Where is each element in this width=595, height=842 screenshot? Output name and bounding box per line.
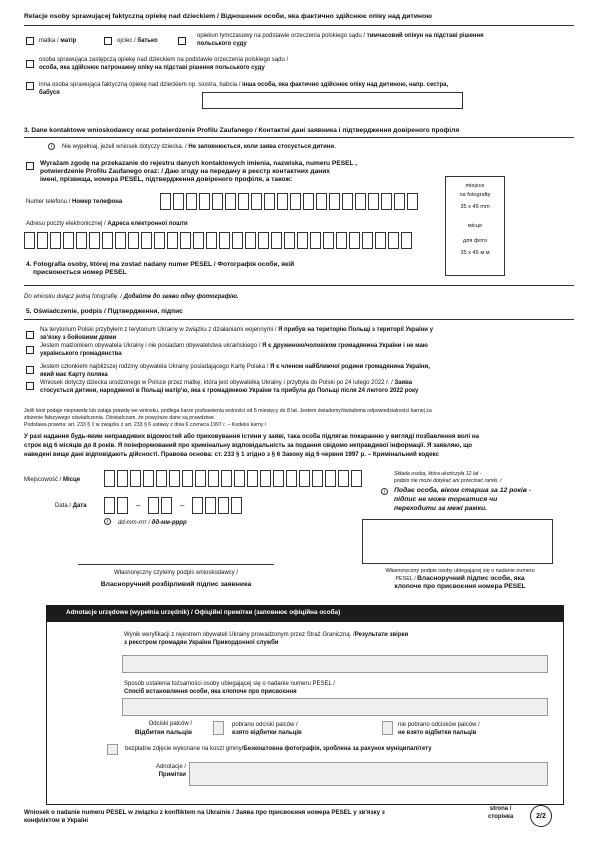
free-photo-uk: Безкоштовна фотографія, зроблена за рахунок муніципалітету: [243, 746, 432, 752]
phone-label-pl: Numer telefonu /: [26, 199, 71, 205]
statement-3-uk: Я є членом найближчої родини громадянина України,: [270, 364, 430, 370]
signature-note: [394, 471, 564, 484]
father-label-uk: батько: [137, 38, 158, 44]
email-char-cell[interactable]: [193, 232, 204, 249]
person-sig-uk-1: Власноручний підпис особи, яка: [417, 574, 525, 582]
fingerprints-taken-checkbox[interactable]: [213, 721, 224, 735]
sig-note-uk-3: переходити за межі рамки.: [394, 504, 488, 512]
footer-title-uk-1: Заява про присвоєння номера PESEL у зв'язку з: [235, 809, 385, 816]
legal-pl-line-2: złożenie fałszywego oświadczenia. Oświadczam, że powyższe dane są prawdziwe.: [24, 415, 216, 422]
divider: [24, 137, 574, 138]
place-char-cell[interactable]: [195, 470, 206, 487]
photo-pl-line-2: na fotografię: [459, 191, 491, 198]
foster-label-uk: особа, яка здійснює патронажну опіку на підставі рішення польського суду: [39, 64, 265, 71]
phone-digit-cell[interactable]: [238, 193, 249, 210]
statement-2-text: [40, 343, 560, 358]
identity-pl: Sposób ustalenia tożsamości osoby ubiegającej się o nadanie numeru PESEL /: [124, 681, 335, 687]
statement-1-uk: Я прибув на територію Польщі з території України у: [278, 327, 433, 333]
statement-3-pl: Jestem członkiem najbliższej rodziny obywatela Ukrainy posiadającego Kartę Polaka /: [40, 364, 269, 370]
place-cells[interactable]: [104, 470, 364, 487]
statement-4-checkbox[interactable]: [26, 382, 34, 390]
annotations-field[interactable]: [189, 762, 548, 786]
date-day-cells[interactable]: [104, 497, 130, 514]
consent-checkbox[interactable]: [26, 162, 34, 170]
place-label: [24, 477, 80, 485]
footer-title-uk-2: конфліктом в Україні: [24, 816, 89, 824]
place-char-cell[interactable]: [221, 470, 232, 487]
annotations-label: [124, 764, 186, 779]
email-char-cell[interactable]: [63, 232, 74, 249]
phone-digit-cell[interactable]: [251, 193, 262, 210]
divider: [24, 25, 574, 26]
verification-uk-1: Результати звірки: [354, 632, 409, 638]
page-number: 2/2: [530, 805, 552, 827]
statement-1-text: [40, 327, 560, 342]
section-3-info-pl: Nie wypełniaj, jeżeli wniosek dotyczy dziecka. /: [62, 144, 187, 150]
photo-uk-line-3: 35 x 45 м м: [460, 250, 490, 257]
email-char-cell[interactable]: [167, 232, 178, 249]
phone-digit-cell[interactable]: [355, 193, 366, 210]
verification-label: [124, 632, 554, 647]
place-char-cell[interactable]: [247, 470, 258, 487]
free-photo-checkbox[interactable]: [107, 744, 118, 755]
email-char-cell[interactable]: [232, 232, 243, 249]
place-char-cell[interactable]: [351, 470, 362, 487]
phone-label-uk: Номер телефона: [72, 199, 123, 205]
section-5-title: 5. Oświadczenie, podpis / Підтвердження, підпис: [26, 308, 183, 315]
verification-uk-2: з реєстром громадян України Прикордонної служби: [124, 639, 279, 646]
statement-3-uk-cont: який має Карту поляка: [40, 371, 108, 378]
email-label-pl: Adresu poczty elektronicznej /: [26, 221, 106, 227]
phone-digit-cell[interactable]: [225, 193, 236, 210]
foster-label-pl: osoba sprawująca zastępczą opiekę nad dzieckiem na podstawie orzeczenia polskiego sądu /: [39, 57, 289, 63]
fingerprints-taken-label: [232, 722, 302, 737]
guardian-label: [197, 33, 497, 48]
applicant-signature-label: [78, 570, 274, 589]
mother-label: [39, 38, 76, 46]
statement-4-text: [40, 380, 570, 395]
consent-line-2: potwierdzenie Profilu Zaufanego oraz: / Даю згоду на передачу в реєстр контактних даних: [40, 168, 330, 176]
legal-uk-line-3: наведені вище дані відповідають дійсності. Правова основа: ст. 233 § 1 згідно з § 6 Закону від 6 червня 1997 р. – Кримінальний кодекс: [24, 450, 440, 458]
other-carer-label-uk: інша особа, яка фактично здійснює опіку над дитиною, напр. сестра,: [242, 82, 449, 88]
email-cells[interactable]: [24, 232, 414, 249]
phone-digit-cell[interactable]: [394, 193, 405, 210]
place-char-cell[interactable]: [182, 470, 193, 487]
divider: [24, 285, 574, 286]
place-char-cell[interactable]: [130, 470, 141, 487]
section-3-info: [62, 144, 336, 152]
phone-digit-cell[interactable]: [277, 193, 288, 210]
foster-label: [39, 57, 288, 72]
email-char-cell[interactable]: [349, 232, 360, 249]
fingerprints-not-taken-checkbox[interactable]: [382, 721, 393, 735]
fingerprints-not-taken-label: [398, 722, 480, 737]
place-label-uk: Місце: [63, 477, 81, 483]
place-char-cell[interactable]: [273, 470, 284, 487]
sig-note-pl-1: Składa osoba, która ukończyła 12 lat -: [394, 471, 482, 477]
place-char-cell[interactable]: [338, 470, 349, 487]
place-char-cell[interactable]: [156, 470, 167, 487]
phone-digit-cell[interactable]: [368, 193, 379, 210]
section-4-title: [26, 261, 294, 277]
email-label-uk: Адреса електронної пошти: [107, 221, 188, 227]
photo-pl-line-1: miejsce: [465, 183, 485, 189]
email-char-cell[interactable]: [115, 232, 126, 249]
date-label-uk: Дата: [72, 503, 87, 509]
statement-3-text: [40, 364, 560, 379]
place-char-cell[interactable]: [260, 470, 271, 487]
place-char-cell[interactable]: [143, 470, 154, 487]
page-label-uk: сторінка: [488, 813, 514, 820]
consent-text: [40, 160, 440, 185]
consent-line-3: імені, прізвища, номера PESEL, підтвердження довіреного профіля, а також:: [40, 176, 293, 184]
mother-label-pl: matka /: [39, 38, 59, 44]
section-4-title-pl: 4. Fotografia osoby, której ma zostać nadany numer PESEL / Фотографія особи, якій: [26, 261, 295, 268]
email-char-cell[interactable]: [362, 232, 373, 249]
phone-digit-cell[interactable]: [316, 193, 327, 210]
consent-line-1: Wyrażam zgodę na przekazanie do rejestru danych kontaktowych imienia, nazwiska, numeru PESEL ,: [40, 160, 358, 167]
info-icon: i: [48, 143, 55, 150]
statement-4-pl: Wniosek dotyczy dziecka urodzonego w Polsce przez matkę, która jest obywatelką Ukrainy i przybyła do Polski po 24 lutego 2022 r. /: [40, 380, 393, 386]
other-carer-input[interactable]: [202, 92, 463, 109]
info-icon: i: [104, 518, 111, 525]
free-photo-label: [125, 746, 432, 754]
section-3-title: 3. Dane kontaktowe wnioskodawcy oraz potwierdzenie Profilu Zaufanego / Контактні дані заявника і підтвердження довіреного профіля: [24, 127, 460, 134]
phone-digit-cell[interactable]: [290, 193, 301, 210]
annotations-pl: Adnotacje /: [155, 764, 186, 770]
email-char-cell[interactable]: [284, 232, 295, 249]
legal-pl-line-1: Jeśli ktoś podaje nieprawdę lub zataja prawdę we wniosku, podlega karze pozbawienia wolności od 6 miesięcy do 8 lat. Jestem świadomy/świadoma odpowiedzialności karnej za: [24, 408, 432, 414]
statement-2-uk: Я є дружиною/чоловіком громадянина України і не маю: [262, 343, 428, 349]
signature-note-uk: [394, 487, 564, 513]
statement-2-uk-cont: українського громадянства: [40, 350, 122, 357]
fingerprints-pl: Odciski palców /: [148, 721, 192, 727]
person-sig-pl-2: PESEL /: [395, 575, 416, 582]
sig-note-uk-2: підпис не може торкатися чи: [394, 495, 498, 503]
place-char-cell[interactable]: [312, 470, 323, 487]
footer-title-pl: Wniosek o nadanie numeru PESEL w związku z konfliktem na Ukrainie /: [24, 809, 234, 816]
phone-digit-cell[interactable]: [186, 193, 197, 210]
phone-digit-cell[interactable]: [303, 193, 314, 210]
phone-digit-cell[interactable]: [160, 193, 171, 210]
legal-notice-uk: [24, 433, 574, 460]
email-char-cell[interactable]: [219, 232, 230, 249]
section-4-title-uk: присвоюється номер PESEL: [33, 269, 127, 277]
date-format-hint: [118, 520, 187, 528]
photo-uk-line-1: місце: [467, 222, 483, 229]
statement-4-uk-start: Заява: [394, 380, 413, 386]
email-char-cell[interactable]: [206, 232, 217, 249]
email-char-cell[interactable]: [323, 232, 334, 249]
email-char-cell[interactable]: [154, 232, 165, 249]
place-char-cell[interactable]: [104, 470, 115, 487]
place-char-cell[interactable]: [169, 470, 180, 487]
statement-1-uk-cont: зв'язку з бойовими діями: [40, 334, 117, 341]
statement-1-checkbox[interactable]: [26, 331, 34, 339]
email-char-cell[interactable]: [375, 232, 386, 249]
sig-note-uk-1: Подає особа, віком старша за 12 років -: [394, 487, 532, 494]
mother-label-uk: матір: [60, 38, 77, 44]
footer-form-title: [24, 809, 454, 825]
photo-pl-line-3: 35 x 45 mm: [460, 204, 490, 211]
email-char-cell[interactable]: [310, 232, 321, 249]
email-char-cell[interactable]: [141, 232, 152, 249]
official-notes-header: Adnotacje urzędowe (wypełnia urzędnik) / Офіційні примітки (заповнює офіційна особа): [46, 605, 564, 622]
not-taken-uk: не взято відбитки пальців: [398, 729, 477, 736]
section-3-info-uk: Не заповнюється, коли заява стосується дитини.: [188, 144, 336, 150]
email-char-cell[interactable]: [258, 232, 269, 249]
phone-label: [26, 199, 122, 207]
identity-method-label: [124, 681, 554, 696]
email-char-cell[interactable]: [102, 232, 113, 249]
date-digit-cell[interactable]: [205, 497, 216, 514]
taken-pl: pobrano odciski palców /: [232, 722, 298, 728]
date-digit-cell[interactable]: [148, 497, 159, 514]
photo-placeholder-text: [445, 182, 505, 258]
info-icon: i: [381, 488, 388, 495]
not-taken-pl: nie pobrano odcisków palców /: [398, 722, 480, 728]
email-char-cell[interactable]: [76, 232, 87, 249]
statement-2-checkbox[interactable]: [26, 346, 34, 354]
verification-result-field[interactable]: [122, 655, 548, 673]
email-char-cell[interactable]: [37, 232, 48, 249]
email-char-cell[interactable]: [50, 232, 61, 249]
identity-uk: Спосіб встановлення особи, яка клопоче про присвоєння: [124, 688, 297, 695]
legal-uk-line-1: У разі надання будь-яким неправдивих відомостей або приховування істини у заяві, така особа підлягає покаранню у вигляді позбавлення волі на: [24, 433, 480, 440]
applicant-sig-pl: Własnoręczny czytelny podpis wnioskodawcy /: [113, 570, 239, 576]
phone-digit-cell[interactable]: [199, 193, 210, 210]
fingerprints-uk: Відбитки пальців: [134, 728, 192, 736]
legal-uk-line-2: строк від 6 місяців до 8 років. Я поінформований про кримінальну відповідальність за подання свідомо неправдивої інформації. Я заявляю, що: [24, 441, 473, 449]
taken-uk: взято відбитки пальців: [232, 729, 302, 736]
date-digit-cell[interactable]: [117, 497, 128, 514]
father-label-pl: ojciec /: [117, 38, 136, 44]
phone-number-cells[interactable]: [160, 193, 420, 210]
divider: [24, 319, 574, 320]
phone-digit-cell[interactable]: [329, 193, 340, 210]
place-char-cell[interactable]: [299, 470, 310, 487]
email-char-cell[interactable]: [128, 232, 139, 249]
place-char-cell[interactable]: [234, 470, 245, 487]
date-format-uk: дд-мм-рррр: [151, 520, 187, 526]
place-char-cell[interactable]: [286, 470, 297, 487]
phone-digit-cell[interactable]: [381, 193, 392, 210]
sig-note-pl-2: podpis nie może dotykać ani przecinać ramki. /: [394, 477, 502, 484]
date-digit-cell[interactable]: [218, 497, 229, 514]
father-label: [117, 38, 158, 46]
person-sig-uk-2: клопоче про присвоєння номера PESEL: [394, 582, 526, 590]
person-sig-pl-1: Własnoręczny podpis osoby ubiegającej się o nadanie numeru: [385, 568, 535, 574]
date-year-cells[interactable]: [192, 497, 244, 514]
father-checkbox[interactable]: [104, 37, 112, 45]
photo-uk-line-2: для фото: [462, 237, 488, 244]
date-label: [55, 503, 87, 511]
place-char-cell[interactable]: [325, 470, 336, 487]
applicant-signature-line[interactable]: [78, 564, 274, 565]
section-4-note-pl: Do wniosku dołącz jedną fotografię. /: [24, 294, 123, 300]
fingerprints-label: [112, 721, 192, 737]
statement-2-pl: Jestem małżonkiem obywatela Ukrainy i nie posiadam obywatelstwa ukraińskiego /: [40, 343, 261, 349]
date-digit-cell[interactable]: [161, 497, 172, 514]
date-digit-cell[interactable]: [231, 497, 242, 514]
date-digit-cell[interactable]: [192, 497, 203, 514]
date-separator: –: [180, 501, 185, 510]
phone-digit-cell[interactable]: [342, 193, 353, 210]
relationship-title: Relacje osoby sprawującej faktyczną opiekę nad dzieckiem / Відношення особи, яка фактично здійснює опіку над дитиною: [24, 13, 433, 20]
email-char-cell[interactable]: [388, 232, 399, 249]
date-separator: –: [136, 501, 141, 510]
other-carer-checkbox[interactable]: [26, 82, 34, 90]
statement-3-checkbox[interactable]: [26, 366, 34, 374]
verification-pl: Wynik weryfikacji z rejestrem obywateli Ukrainy prowadzonym przez Straż Graniczną. /: [124, 632, 355, 638]
email-char-cell[interactable]: [271, 232, 282, 249]
place-char-cell[interactable]: [208, 470, 219, 487]
phone-digit-cell[interactable]: [173, 193, 184, 210]
statement-4-uk: стосується дитини, народженої в Польщі матір'ю, яка є громадянкою України та прибула до Польщі після 24 лютого 2022 року: [40, 387, 419, 394]
place-label-pl: Miejscowość /: [24, 477, 62, 483]
other-carer-label-uk-cont: бабуся: [39, 89, 60, 96]
email-char-cell[interactable]: [245, 232, 256, 249]
date-digit-cell[interactable]: [104, 497, 115, 514]
section-4-note: [24, 294, 239, 302]
guardian-label-uk: тимчасовий опікун на підставі рішення польського суду: [197, 33, 484, 47]
guardian-checkbox[interactable]: [178, 37, 186, 45]
page-label-pl: strona /: [489, 806, 512, 812]
date-month-cells[interactable]: [148, 497, 174, 514]
other-carer-label-pl: inna osoba sprawująca faktyczną opiekę nad dzieckiem np. siostra, babcia /: [39, 82, 241, 88]
foster-checkbox[interactable]: [26, 60, 34, 68]
guardian-label-pl: opiekun tymczasowy na podstawie orzeczenia polskiego sądu /: [197, 33, 366, 39]
phone-digit-cell[interactable]: [264, 193, 275, 210]
legal-notice-pl: [24, 408, 574, 429]
page-label: [488, 806, 513, 821]
phone-digit-cell[interactable]: [407, 193, 418, 210]
email-char-cell[interactable]: [297, 232, 308, 249]
email-char-cell[interactable]: [180, 232, 191, 249]
applicant-sig-uk: Власноручний розбірливий підпис заявника: [100, 580, 252, 588]
person-signature-label: [360, 568, 560, 591]
email-char-cell[interactable]: [89, 232, 100, 249]
legal-pl-line-3: Podstawa prawna: art. 233 § 1 w związku z art. 233 § 6 ustawy z dnia 6 czerwca 1997 r. – Kodeks karny /: [24, 422, 267, 429]
email-label: [26, 221, 188, 229]
date-format-pl: dd-mm-rrrr /: [118, 520, 150, 526]
statement-1-pl: Na terytorium Polski przybyłem z terytorium Ukrainy w związku z działaniami wojennymi /: [40, 327, 277, 333]
free-photo-pl: bezpłatne zdjęcie wykonane na koszt gminy/: [125, 746, 244, 752]
mother-checkbox[interactable]: [26, 37, 34, 45]
section-4-note-uk: Додайте до заяви одну фотографію.: [123, 294, 239, 300]
email-char-cell[interactable]: [24, 232, 35, 249]
phone-digit-cell[interactable]: [212, 193, 223, 210]
annotations-uk: Примітки: [158, 771, 186, 778]
place-char-cell[interactable]: [117, 470, 128, 487]
email-char-cell[interactable]: [336, 232, 347, 249]
email-char-cell[interactable]: [401, 232, 412, 249]
identity-method-field[interactable]: [122, 698, 548, 716]
date-label-pl: Data /: [55, 503, 72, 509]
person-signature-box[interactable]: [362, 519, 553, 564]
